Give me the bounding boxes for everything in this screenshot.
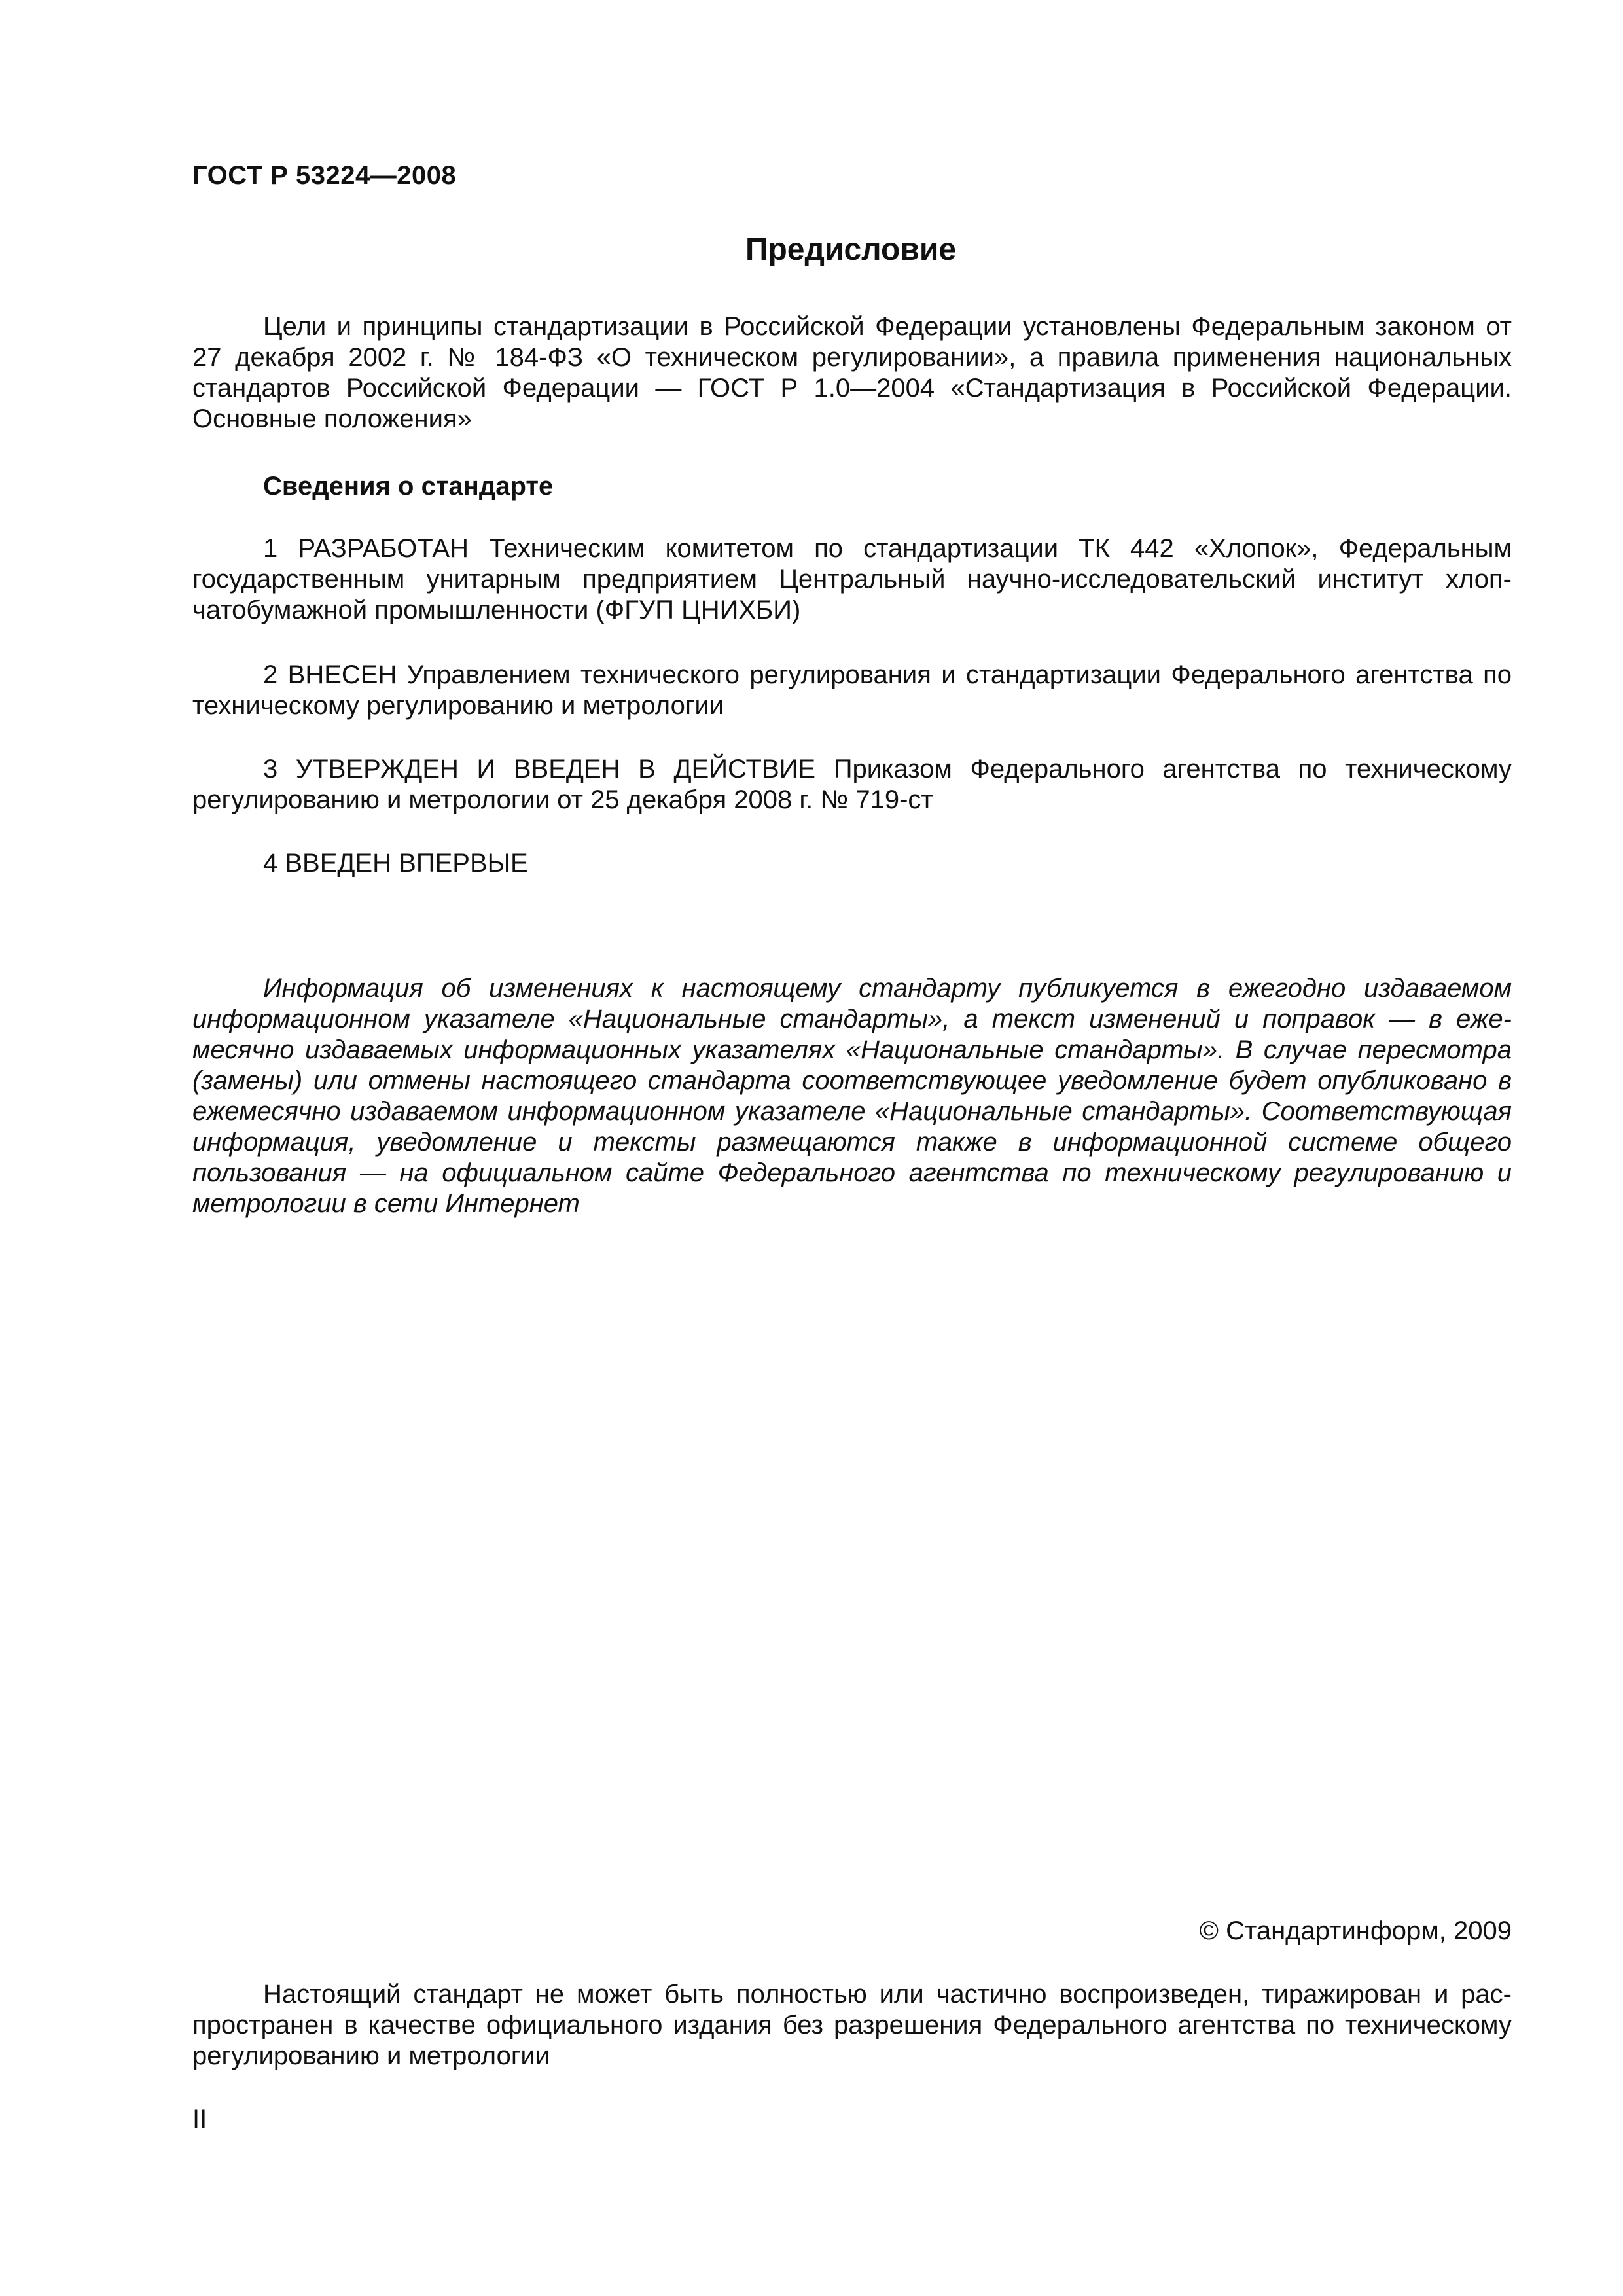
svedenia-item-3: 3 УТВЕРЖДЕН И ВВЕДЕН В ДЕЙСТВИЕ Приказом Федерального агентства по техническому регулированию и метрологии от 25 декабря 2008 г. № 719-ст [192, 755, 1512, 814]
svedenia-block [192, 471, 1512, 502]
svedenia-item-2: 2 ВНЕСЕН Управлением технического регулирования и стандартизации Федерального агентства по техническому регулированию и метрологии [192, 660, 1512, 720]
svedenia-item-2-block [192, 660, 1512, 721]
info-notice-block [192, 973, 1512, 1219]
page-title: Предисловие [745, 232, 957, 267]
svedenia-heading: Сведения о стандарте [263, 472, 554, 501]
svedenia-item-1-block [192, 533, 1512, 626]
svedenia-item-3-block [192, 754, 1512, 816]
intro-paragraph: Цели и принципы стандартизации в Российской Федерации установлены Федеральным законом от 27 декабря 2002 г. № 184-ФЗ «О техническом регулировании», а правила применения национальных стандартов Российской Федерации — ГОСТ Р 1.0—2004 «Стандартизация в Российской Федерации. Основные положения» [192, 312, 1512, 433]
document-code: ГОСТ Р 53224—2008 [192, 161, 457, 190]
svedenia-item-1: 1 РАЗРАБОТАН Техническим комитетом по стандартизации ТК 442 «Хлопок», Федеральным государственным унитарным предприятием Центральный научно-исследовательский институт хлопчатобумажной промышленности (ФГУП ЦНИХБИ) [192, 534, 1512, 624]
page-number: II [192, 2105, 207, 2134]
intro-block [192, 312, 1512, 435]
svedenia-item-4-block [192, 848, 1512, 879]
reproduction-notice-block [192, 1979, 1512, 2072]
reproduction-notice: Настоящий стандарт не может быть полностью или частично воспроизведен, тиражирован и распространен в качестве официального издания без разрешения Федерального агентства по техническому регулированию и метрологии [192, 1980, 1512, 2070]
svedenia-item-4: 4 ВВЕДЕН ВПЕРВЫЕ [263, 849, 528, 878]
info-notice: Информация об изменениях к настоящему стандарту публикуется в ежегодно издаваемом информационном указателе «Национальные стандарты», а текст изменений и поправок — в ежемесячно издаваемых информационных указателях «Национальные стандарты». В случае пересмотра (замены) или отмены настоящего стандарта соответствующее уведомление будет опубликовано в ежемесячно издаваемом информационном указателе «Национальные стандарты». Соответствующая информация, уведомление и тексты размещаются также в информационной системе общего пользования — на официальном сайте Федерального агентства по техническому регулированию и метрологии в сети Интернет [192, 974, 1512, 1218]
copyright: © Стандартинформ, 2009 [1199, 1916, 1512, 1945]
